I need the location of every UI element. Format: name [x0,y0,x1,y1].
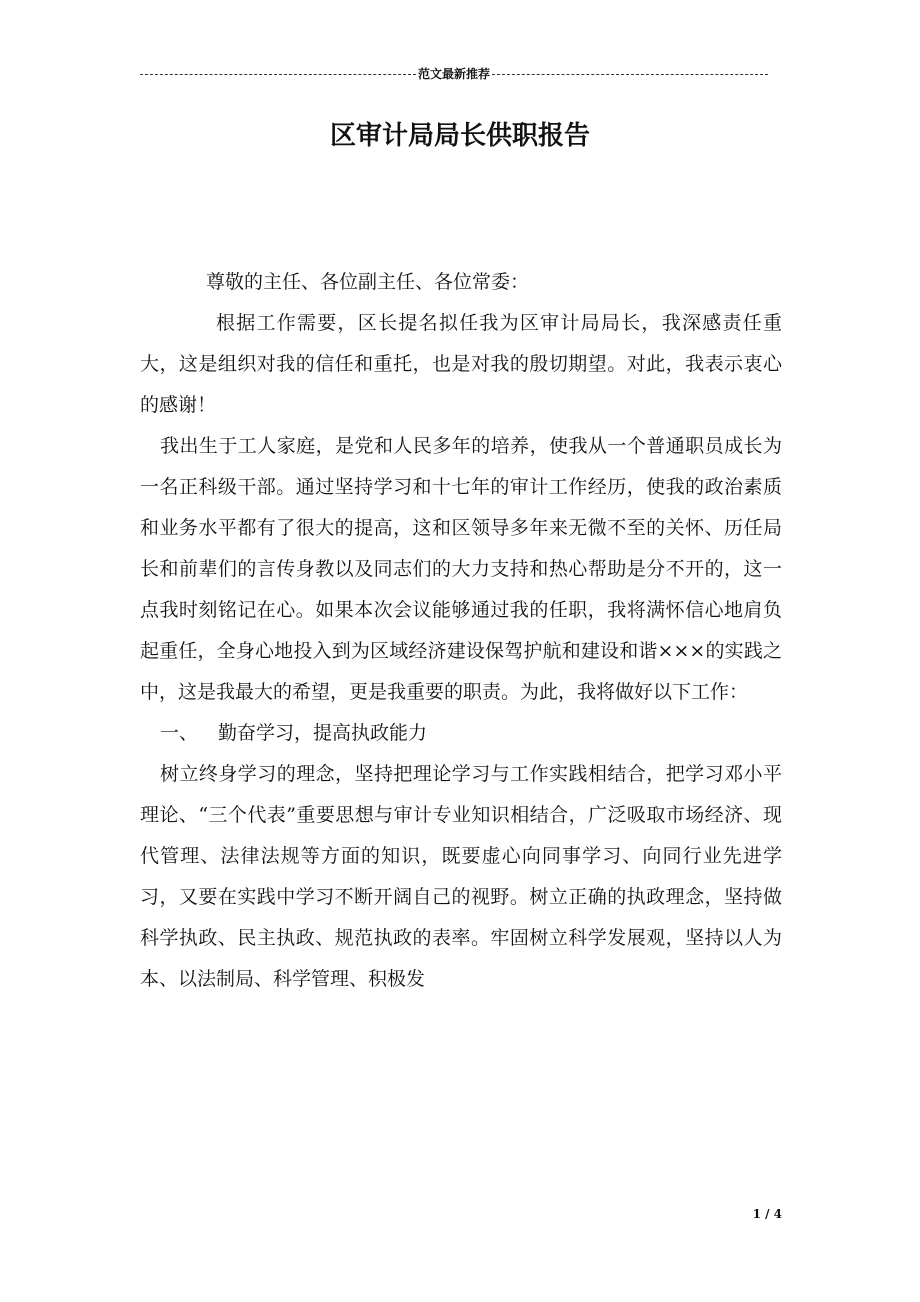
paragraph: 根据工作需要，区长提名拟任我为区审计局局长，我深感责任重大，这是组织对我的信任和重托，也是对我的殷切期望。对此，我表示衷心的感谢！ [140,312,782,416]
page-header [140,66,768,82]
document-title: 区审计局局长供职报告 [329,121,590,151]
header-rule-left [140,74,416,75]
header-text: 范文最新推荐 [418,67,491,81]
paragraph: 我出生于工人家庭，是党和人民多年的培养，使我从一个普通职员成长为一名正科级干部。通过坚持学习和十七年的审计工作经历，使我的政治素质和业务水平都有了很大的提高，这和区领导多年来无微不至的关怀、历任局长和前辈们的言传身教以及同志们的大力支持和热心帮助是分不开的，这一点我时刻铭记在心。如果本次会议能够通过我的任职，我将满怀信心地肩负起重任，全身心地投入到为区域经济建设保驾护航和建设和谐×××的实践之中，这是我最大的希望，更是我重要的职责。为此，我将做好以下工作： [140,435,782,703]
document-body [140,262,782,1000]
paragraph: 树立终身学习的理念，坚持把理论学习与工作实践相结合，把学习邓小平理论、“三个代表”重要思想与审计专业知识相结合，广泛吸取市场经济、现代管理、法律法规等方面的知识，既要虚心向同事学习、向同行业先进学习，又要在实践中学习不断开阔自己的视野。树立正确的执政理念，坚持做科学执政、民主执政、规范执政的表率。牢固树立科学发展观，坚持以人为本、以法制局、科学管理、积极发 [140,763,782,990]
section-title: 勤奋学习，提高执政能力 [218,722,428,744]
salutation: 尊敬的主任、各位副主任、各位常委： [206,271,530,293]
section-heading [140,713,782,754]
section-number: 一、 [160,722,199,744]
page-number: 1 / 4 [752,1207,782,1221]
header-rule-right [492,74,768,75]
